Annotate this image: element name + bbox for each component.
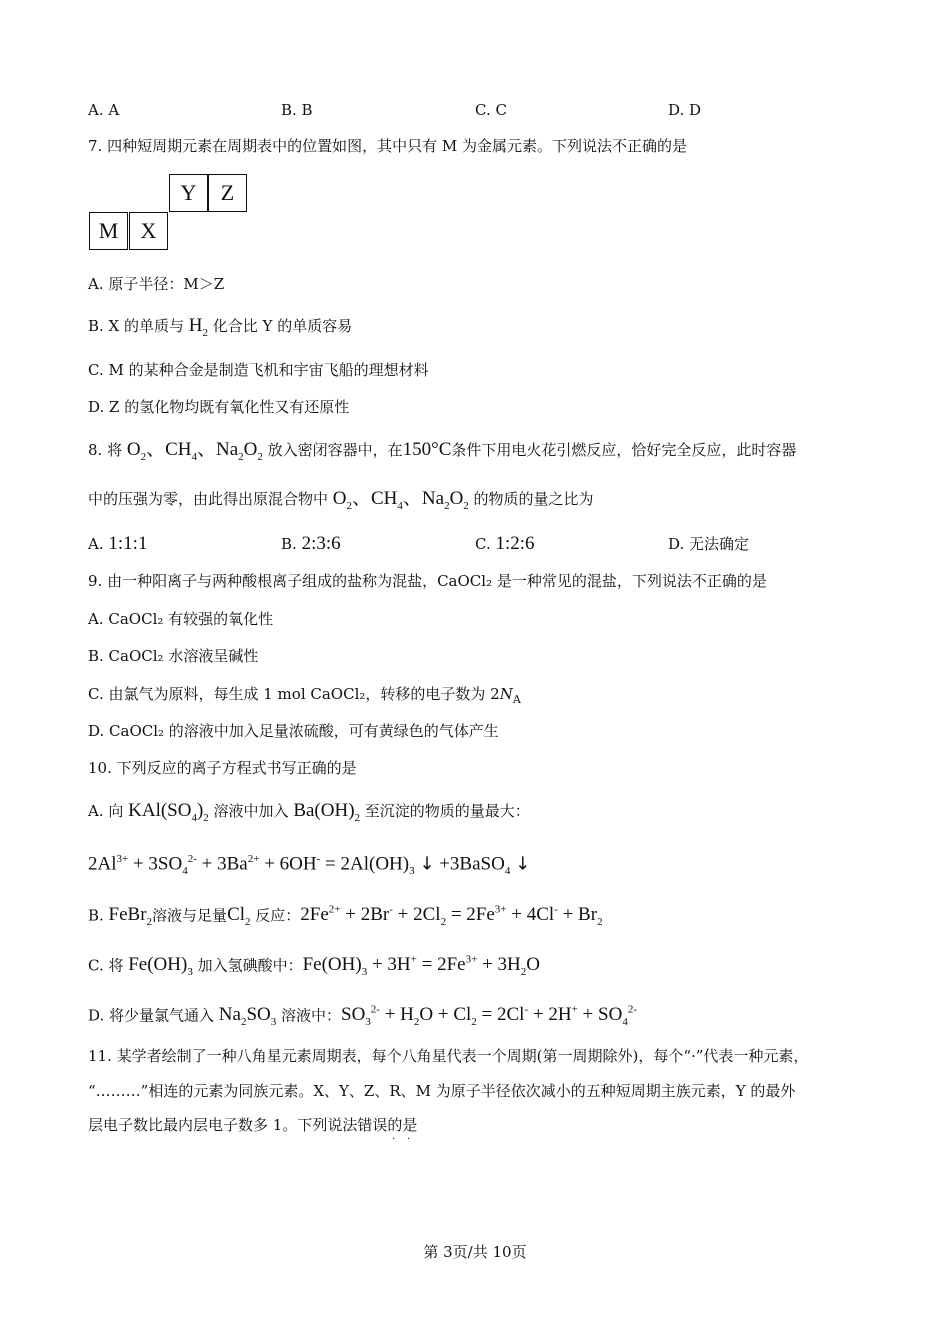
formula-ba-oh-2: $Ba(OH)_2$ xyxy=(288,800,361,824)
q10-c-equation: $Fe(OH)_3 + 3H^+ = 2Fe^{3+} + 3H_2O$ xyxy=(302,954,540,979)
page-footer: 第 3页/共 10页 xyxy=(423,1243,527,1261)
emphasis-dot: · xyxy=(407,1134,411,1145)
q8-option-c: C. 1:2:6 xyxy=(475,533,535,554)
q7-option-a: A. 原子半径：M＞Z xyxy=(88,275,225,293)
q8-line2: 中的压强为零，由此得出原混合物中 $O_2$、$CH_4$、$Na_2O_2$ 的物质的量之比为 xyxy=(88,488,594,512)
emphasis-dot: · xyxy=(392,1134,396,1145)
cell-z: Z xyxy=(208,174,247,212)
cell-m: M xyxy=(89,212,128,250)
q6-option-b: B. B xyxy=(281,101,313,119)
q8-line1: 8. 将 $O_2$、$CH_4$、$Na_2O_2$ 放入密闭容器中，在150°C条件下用电火花引燃反应，恰好完全反应，此时容器 xyxy=(88,439,797,463)
q10-option-c: C. 将 $Fe(OH)_3$ 加入氢碘酸中：$Fe(OH)_3 + 3H^+ = 2Fe^{3+} + 3H_2O$ xyxy=(88,954,540,979)
formula-h2: $H_2$ xyxy=(188,315,209,339)
q7-option-d: D. Z 的氢化物均既有氧化性又有还原性 xyxy=(88,398,350,416)
q8-option-b: B. 2:3:6 xyxy=(281,533,341,554)
q10-option-d: D. 将少量氯气通入 $Na_2SO_3$ 溶液中：$SO_3^{2-} + H_2O + Cl_2 = 2Cl^- + 2H^+ + SO_4^{2-}$ xyxy=(88,1004,637,1029)
q6-option-d: D. D xyxy=(668,101,702,119)
formula-fe-oh-3: $Fe(OH)_3$ xyxy=(123,954,193,979)
formula-o2-ch4-na2o2: $O_2$、$CH_4$、$Na_2O_2$ xyxy=(328,488,469,512)
formula-cl2: $Cl_2$ xyxy=(227,904,251,929)
q8-option-d: D. 无法确定 xyxy=(668,535,750,553)
q11-line1: 11. 某学者绘制了一种八角星元素周期表，每个八角星代表一个周期(第一周期除外)，每个“·”代表一种元素， xyxy=(88,1047,809,1065)
cell-x: X xyxy=(129,212,168,250)
q10-b-equation: $2Fe^{2+} + 2Br^- + 2Cl_2 = 2Fe^{3+} + 4Cl^- + Br_2$ xyxy=(300,904,603,929)
q10-d-equation: $SO_3^{2-} + H_2O + Cl_2 = 2Cl^- + 2H^+ + SO_4^{2-}$ xyxy=(341,1004,637,1029)
q10-option-a: A. 向 $KAl(SO_4)_2$ 溶液中加入 $Ba(OH)_2$ 至沉淀的物质的量最大： xyxy=(88,800,530,824)
q11-line3: 层电子数比最内层电子数多 1。下列说法错误的是 xyxy=(88,1116,418,1134)
q7-stem: 7. 四种短周期元素在周期表中的位置如图，其中只有 M 为金属元素。下列说法不正确的是 xyxy=(88,137,687,155)
q9-stem: 9. 由一种阳离子与两种酸根离子组成的盐称为混盐，CaOCl₂ 是一种常见的混盐，下列说法不正确的是 xyxy=(88,572,767,590)
q6-option-c: C. C xyxy=(475,101,507,119)
q9-option-b: B. CaOCl₂ 水溶液呈碱性 xyxy=(88,647,259,665)
q10-stem: 10. 下列反应的离子方程式书写正确的是 xyxy=(88,759,357,777)
q6-option-a: A. A xyxy=(88,101,120,119)
q7-option-c: C. M 的某种合金是制造飞机和宇宙飞船的理想材料 xyxy=(88,361,429,379)
q7-option-b: B. X 的单质与 $H_2$ 化合比 Y 的单质容易 xyxy=(88,315,353,339)
q9-option-d: D. CaOCl₂ 的溶液中加入足量浓硫酸，可有黄绿色的气体产生 xyxy=(88,722,499,740)
q10-option-b: B. FeBr$_2$溶液与足量$Cl_2$ 反应：$2Fe^{2+} + 2Br^- + 2Cl_2 = 2Fe^{3+} + 4Cl^- + Br_2$ xyxy=(88,904,603,929)
formula-o2-ch4-na2o2: $O_2$、$CH_4$、$Na_2O_2$ xyxy=(122,439,263,463)
formula-febr2: FeBr$_2$ xyxy=(103,904,153,929)
cell-y: Y xyxy=(169,174,208,212)
q9-option-a: A. CaOCl₂ 有较强的氧化性 xyxy=(88,610,274,628)
q9-option-c: C. 由氯气为原料，每生成 1 mol CaOCl₂，转移的电子数为 $2N_A$ xyxy=(88,685,521,706)
q10-a-equation: $2Al^{3+} + 3SO_4^{2-} + 3Ba^{2+} + 6OH^- = 2Al(OH)_3$ ↓ +3BaSO$_4$ ↓ xyxy=(88,853,531,878)
q8-option-a: A. 1:1:1 xyxy=(88,533,148,554)
formula-na2so3: $Na_2SO_3$ xyxy=(214,1004,277,1029)
formula-kal-so4-2: $KAl(SO_4)_2$ xyxy=(123,800,209,824)
q11-line2: “………”相连的元素为同族元素。X、Y、Z、R、M 为原子半径依次减小的五种短周期主族元素，Y 的最外 xyxy=(88,1082,796,1100)
